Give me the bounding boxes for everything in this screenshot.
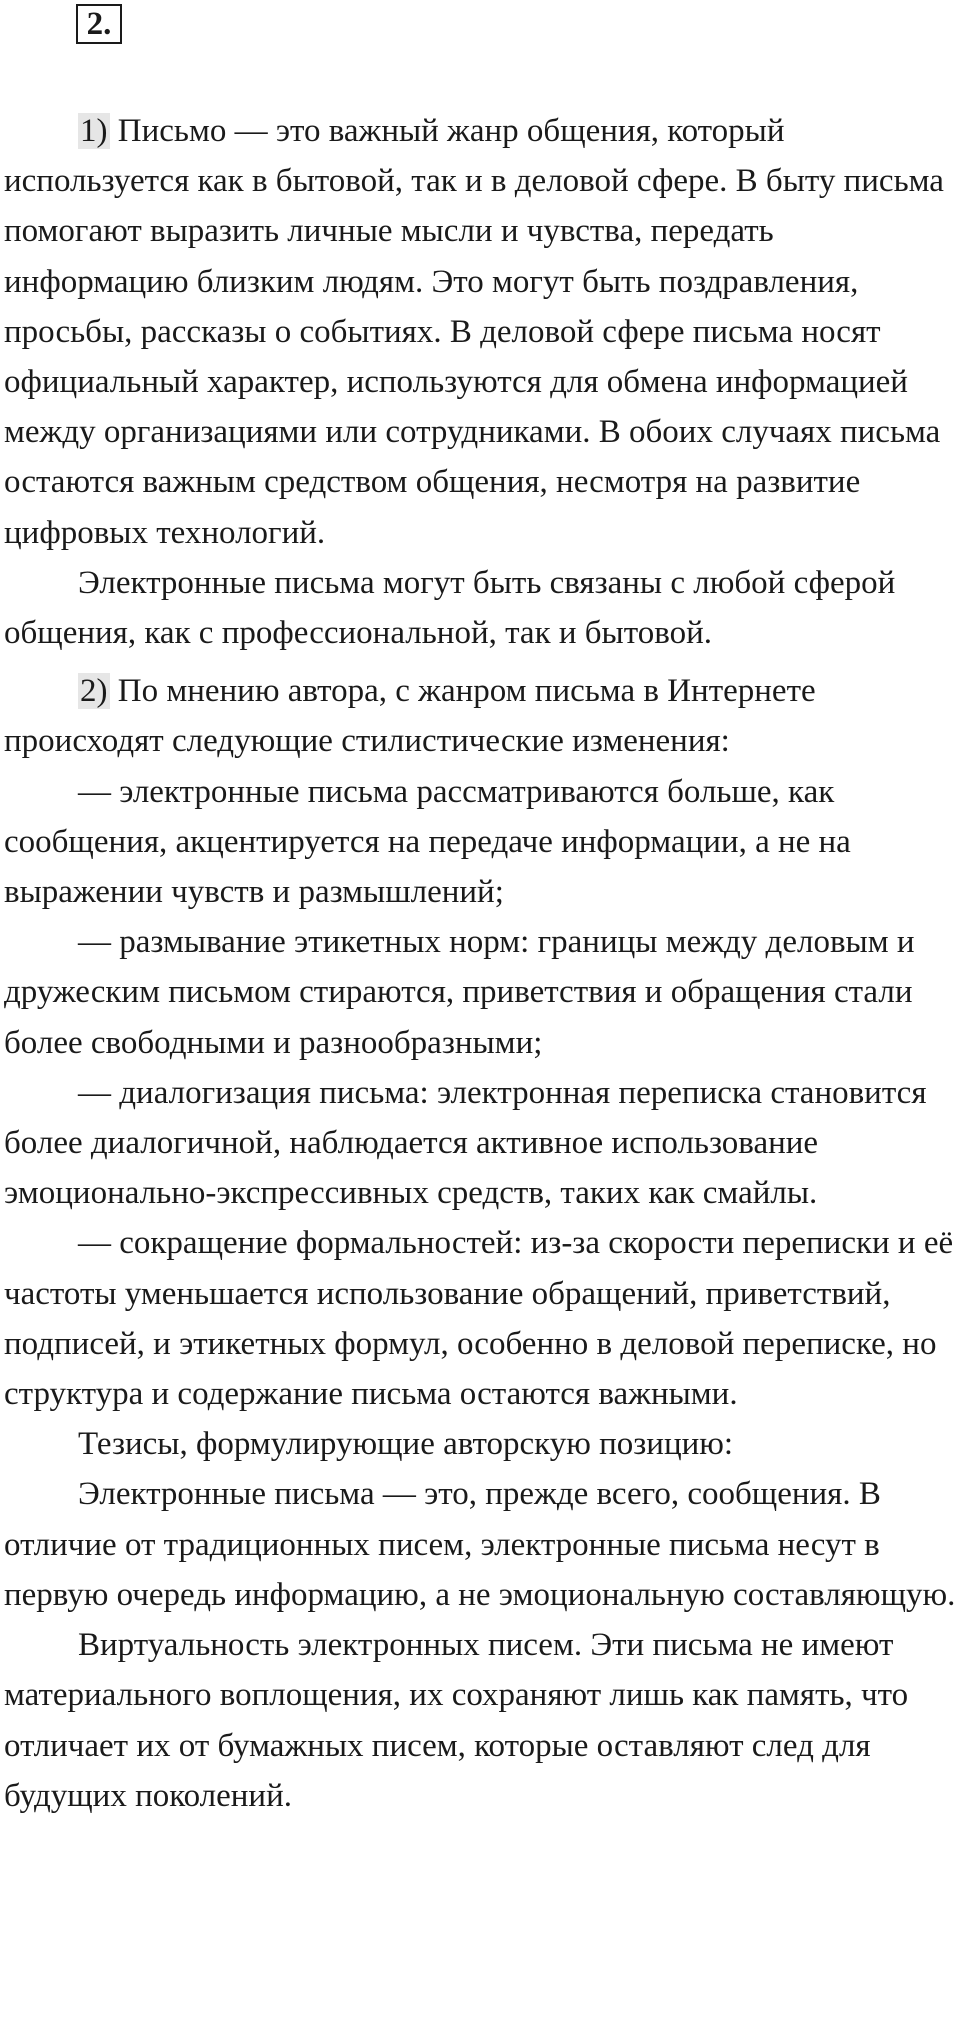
list-item: — сокращение формальностей: из-за скорости переписки и её частоты уменьшается использование обращений, приветствий, подписей, и этикетных формул, особенно в деловой переписке, но структура и содержание письма остаются важными. <box>4 1225 954 1413</box>
theses-heading: Тезисы, формулирующие авторскую позицию: <box>78 1426 734 1463</box>
section2-intro <box>4 666 956 766</box>
list-item: — размывание этикетных норм: границы между деловым и дружеским письмом стираются, приветствия и обращения стали более свободными и разнообразными; <box>4 924 915 1061</box>
section2-tag: 2) <box>80 673 108 710</box>
section1-tag: 1) <box>80 113 108 149</box>
section1-paragraph <box>4 106 956 558</box>
section1-paragraph-2: Электронные письма могут быть связаны с любой сферой общения, как с профессиональной, так и бытовой. <box>4 564 896 652</box>
task-number-box: 2. <box>76 4 122 44</box>
list-item: — диалогизация письма: электронная переписка становится более диалогичной, наблюдается активное использование эмоционально-экспрессивных средств, таких как смайлы. <box>4 1074 927 1212</box>
thesis-item: Электронные письма — это, прежде всего, сообщения. В отличие от традиционных писем, электронные письма несут в первую очередь информацию, а не эмоциональную составляющую. <box>4 1476 956 1613</box>
section1-text: Письмо — это важный жанр общения, который используется как в бытовой, так и в деловой сфере. В быту письма помогают выразить личные мысли и чувства, передать информацию близким людям. Это могут быть поздравления, просьбы, рассказы о событиях. В деловой сфере письма носят официальный характер, используются для обмена информацией между организациями или сотрудниками. В обоих случаях письма остаются важным средством общения, несмотря на развитие цифровых технологий. <box>4 113 944 551</box>
list-item: — электронные письма рассматриваются больше, как сообщения, акцентируется на передаче информации, а не на выражении чувств и размышлений; <box>4 773 851 911</box>
section2-intro-text: По мнению автора, с жанром письма в Интернете происходят следующие стилистические изменения: <box>4 673 816 760</box>
thesis-item: Виртуальность электронных писем. Эти письма не имеют материального воплощения, их сохраняют лишь как память, что отличает их от бумажных писем, которые оставляют след для будущих поколений. <box>4 1627 909 1814</box>
answer-text <box>4 106 956 1821</box>
